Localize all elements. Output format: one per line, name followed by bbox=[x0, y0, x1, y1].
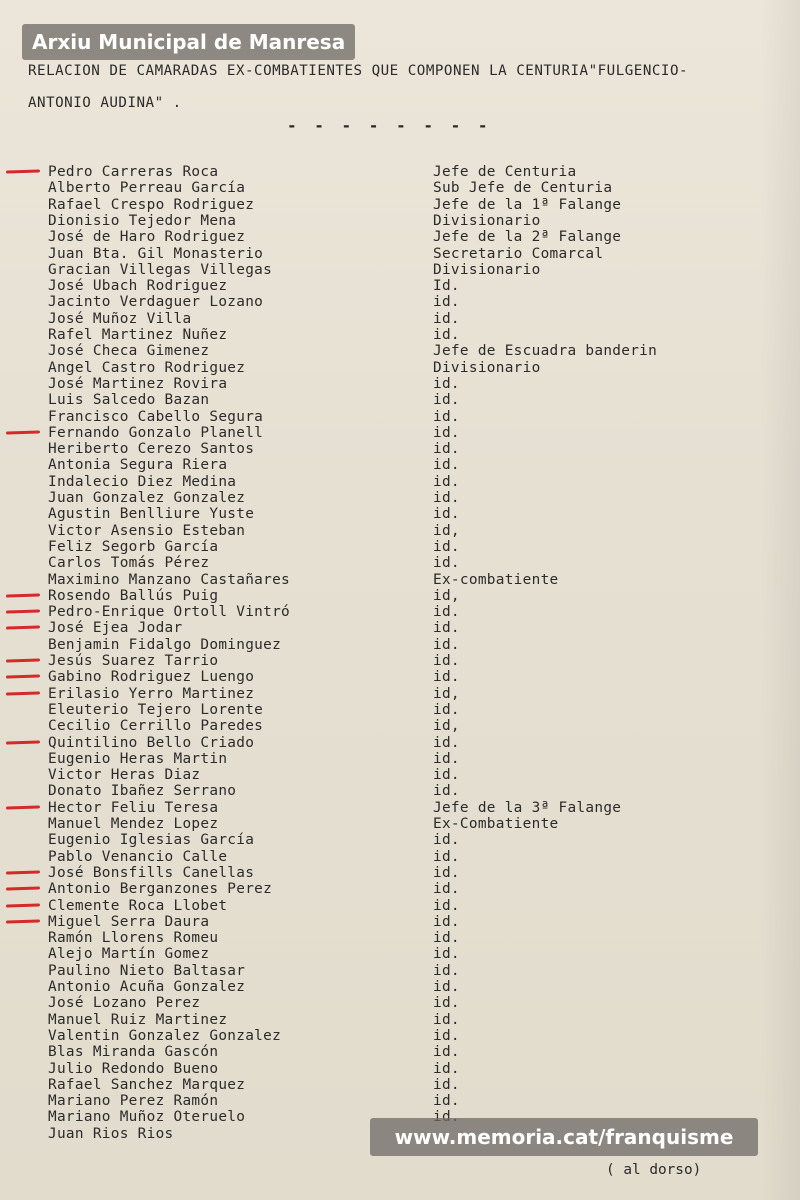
member-name: Manuel Ruiz Martinez bbox=[48, 1011, 228, 1028]
member-role: id, bbox=[433, 718, 460, 735]
red-pencil-mark bbox=[6, 430, 40, 434]
member-row bbox=[0, 409, 800, 425]
member-role: Id. bbox=[433, 278, 460, 295]
member-row bbox=[0, 1061, 800, 1077]
member-name: Mariano Muñoz Oteruelo bbox=[48, 1109, 246, 1126]
member-row bbox=[0, 229, 800, 245]
member-row bbox=[0, 865, 800, 881]
member-role: id. bbox=[433, 930, 460, 947]
member-row bbox=[0, 278, 800, 294]
member-role: id. bbox=[433, 490, 460, 506]
red-pencil-mark bbox=[6, 626, 40, 630]
member-name: Agustin Benlliure Yuste bbox=[48, 506, 255, 523]
member-name: Francisco Cabello Segura bbox=[48, 408, 264, 425]
member-name: Quintilino Bello Criado bbox=[48, 734, 255, 751]
member-name: Alberto Perreau García bbox=[48, 180, 246, 197]
member-name: Julio Redondo Bueno bbox=[48, 1060, 219, 1077]
member-role: id. bbox=[433, 424, 460, 441]
member-role: id. bbox=[433, 408, 460, 425]
member-name: Hector Feliu Teresa bbox=[48, 799, 219, 816]
member-name: Juan Gonzalez Gonzalez bbox=[48, 490, 246, 506]
member-role: id. bbox=[433, 750, 460, 767]
member-row bbox=[0, 979, 800, 995]
member-role: Secretario Comarcal bbox=[433, 245, 604, 262]
member-name: Alejo Martín Gomez bbox=[48, 946, 210, 963]
member-role: id. bbox=[433, 897, 460, 914]
member-name: Mariano Perez Ramón bbox=[48, 1093, 219, 1110]
archive-watermark: Arxiu Municipal de Manresa bbox=[22, 24, 355, 60]
member-name: Eugenio Heras Martin bbox=[48, 750, 228, 767]
member-role: Ex-Combatiente bbox=[433, 816, 559, 832]
member-row bbox=[0, 441, 800, 457]
red-pencil-mark bbox=[6, 593, 40, 597]
member-role: id. bbox=[433, 506, 460, 523]
member-row bbox=[0, 213, 800, 229]
member-row bbox=[0, 327, 800, 343]
member-name: José de Haro Rodriguez bbox=[48, 229, 246, 246]
member-name: Indalecio Diez Medina bbox=[48, 473, 237, 490]
red-pencil-mark bbox=[6, 691, 40, 695]
member-row bbox=[0, 1077, 800, 1093]
member-row bbox=[0, 376, 800, 392]
member-name: Gabino Rodriguez Luengo bbox=[48, 669, 255, 686]
member-row bbox=[0, 197, 800, 213]
member-name: José Muñoz Villa bbox=[48, 310, 192, 327]
red-pencil-mark bbox=[6, 740, 40, 744]
member-row bbox=[0, 392, 800, 408]
member-name: Donato Ibañez Serrano bbox=[48, 783, 237, 800]
member-role: id. bbox=[433, 327, 460, 343]
member-role: id. bbox=[433, 946, 460, 963]
member-name: Luis Salcedo Bazan bbox=[48, 392, 210, 409]
member-name: Rosendo Ballús Puig bbox=[48, 587, 219, 604]
member-name: Pedro-Enrique Ortoll Vintró bbox=[48, 604, 291, 621]
member-role: id. bbox=[433, 1093, 460, 1110]
member-role: Divisionario bbox=[433, 359, 541, 376]
member-role: id. bbox=[433, 294, 460, 311]
member-row bbox=[0, 783, 800, 799]
member-role: id. bbox=[433, 1011, 460, 1028]
member-row bbox=[0, 735, 800, 751]
member-role: id. bbox=[433, 538, 460, 555]
member-name: Valentin Gonzalez Gonzalez bbox=[48, 1027, 282, 1044]
member-row bbox=[0, 506, 800, 522]
member-row bbox=[0, 490, 800, 506]
member-name: Benjamin Fidalgo Dominguez bbox=[48, 636, 282, 653]
member-row bbox=[0, 800, 800, 816]
member-row bbox=[0, 930, 800, 946]
member-row bbox=[0, 898, 800, 914]
member-role: id, bbox=[433, 587, 460, 604]
member-row bbox=[0, 686, 800, 702]
member-name: Carlos Tomás Pérez bbox=[48, 555, 210, 572]
member-row bbox=[0, 1012, 800, 1028]
member-row bbox=[0, 637, 800, 653]
separator-line: - - - - - - - - bbox=[287, 116, 492, 135]
member-role: id. bbox=[433, 1076, 460, 1093]
member-role: Jefe de Escuadra banderin bbox=[433, 343, 658, 360]
member-row bbox=[0, 751, 800, 767]
member-row bbox=[0, 262, 800, 278]
member-name: Blas Miranda Gascón bbox=[48, 1044, 219, 1061]
member-role: id. bbox=[433, 1044, 460, 1061]
member-role: id. bbox=[433, 962, 460, 979]
heading-line-1: RELACION DE CAMARADAS EX-COMBATIENTES QUE COMPONEN LA CENTURIA"FULGENCIO- bbox=[28, 63, 689, 79]
member-name: Rafael Crespo Rodriguez bbox=[48, 196, 255, 213]
member-row bbox=[0, 914, 800, 930]
member-role: id. bbox=[433, 473, 460, 490]
member-name: Feliz Segorb García bbox=[48, 538, 219, 555]
member-name: Paulino Nieto Baltasar bbox=[48, 962, 246, 979]
member-name: Jesús Suarez Tarrio bbox=[48, 653, 219, 669]
member-role: Jefe de la 1ª Falange bbox=[433, 196, 622, 213]
member-row bbox=[0, 457, 800, 473]
member-name: José Ubach Rodriguez bbox=[48, 278, 228, 295]
member-row bbox=[0, 946, 800, 962]
member-name: José Checa Gimenez bbox=[48, 343, 210, 360]
member-role: id. bbox=[433, 636, 460, 653]
member-row bbox=[0, 588, 800, 604]
member-role: id. bbox=[433, 457, 460, 474]
member-row bbox=[0, 523, 800, 539]
member-role: id. bbox=[433, 832, 460, 849]
member-row bbox=[0, 832, 800, 848]
member-row bbox=[0, 180, 800, 196]
member-role: Jefe de la 3ª Falange bbox=[433, 799, 622, 816]
member-name: Miguel Serra Daura bbox=[48, 913, 210, 930]
member-row bbox=[0, 360, 800, 376]
member-name: Fernando Gonzalo Planell bbox=[48, 424, 264, 441]
red-pencil-mark bbox=[6, 610, 40, 614]
member-row bbox=[0, 1044, 800, 1060]
member-role: id. bbox=[433, 734, 460, 751]
member-name: Juan Rios Rios bbox=[48, 1125, 174, 1142]
member-name: Pedro Carreras Roca bbox=[48, 164, 219, 180]
member-role: id. bbox=[433, 979, 460, 995]
red-pencil-mark bbox=[6, 919, 40, 923]
member-role: id. bbox=[433, 913, 460, 930]
member-role: id, bbox=[433, 685, 460, 702]
member-name: Eleuterio Tejero Lorente bbox=[48, 701, 264, 718]
member-role: id. bbox=[433, 441, 460, 458]
member-name: Juan Bta. Gil Monasterio bbox=[48, 245, 264, 262]
member-role: id. bbox=[433, 1027, 460, 1044]
member-name: Victor Asensio Esteban bbox=[48, 522, 246, 539]
member-name: Rafel Martinez Nuñez bbox=[48, 327, 228, 343]
member-name: Victor Heras Diaz bbox=[48, 767, 201, 784]
member-role: Sub Jefe de Centuria bbox=[433, 180, 613, 197]
member-name: Erilasio Yerro Martinez bbox=[48, 685, 255, 702]
member-name: José Martinez Rovira bbox=[48, 375, 228, 392]
member-name: Antonio Berganzones Perez bbox=[48, 881, 273, 898]
member-role: Divisionario bbox=[433, 212, 541, 229]
member-role: id. bbox=[433, 620, 460, 637]
member-role: Divisionario bbox=[433, 261, 541, 278]
member-role: id. bbox=[433, 653, 460, 669]
member-row bbox=[0, 294, 800, 310]
website-watermark: www.memoria.cat/franquisme bbox=[370, 1118, 758, 1156]
member-name: Gracian Villegas Villegas bbox=[48, 261, 273, 278]
member-row bbox=[0, 1028, 800, 1044]
member-name: José Bonsfills Canellas bbox=[48, 864, 255, 881]
member-row bbox=[0, 604, 800, 620]
member-role: id. bbox=[433, 669, 460, 686]
member-row bbox=[0, 555, 800, 571]
member-row bbox=[0, 1093, 800, 1109]
member-name: José Lozano Perez bbox=[48, 995, 201, 1012]
member-role: id. bbox=[433, 392, 460, 409]
member-role: Ex-combatiente bbox=[433, 571, 559, 588]
member-row bbox=[0, 849, 800, 865]
member-name: Ramón Llorens Romeu bbox=[48, 930, 219, 947]
red-pencil-mark bbox=[6, 675, 40, 679]
member-role: id. bbox=[433, 783, 460, 800]
member-name: Clemente Roca Llobet bbox=[48, 897, 228, 914]
member-role: id. bbox=[433, 767, 460, 784]
member-role: id. bbox=[433, 864, 460, 881]
heading-line-2: ANTONIO AUDINA" . bbox=[28, 95, 182, 111]
member-role: id. bbox=[433, 310, 460, 327]
overleaf-note: ( al dorso) bbox=[606, 1162, 702, 1178]
member-row bbox=[0, 669, 800, 685]
member-row bbox=[0, 539, 800, 555]
member-name: Pablo Venancio Calle bbox=[48, 848, 228, 865]
red-pencil-mark bbox=[6, 805, 40, 809]
member-name: Maximino Manzano Castañares bbox=[48, 571, 291, 588]
red-pencil-mark bbox=[6, 169, 40, 173]
member-row bbox=[0, 311, 800, 327]
member-role: id. bbox=[433, 848, 460, 865]
member-role: id. bbox=[433, 1060, 460, 1077]
member-role: id. bbox=[433, 555, 460, 572]
red-pencil-mark bbox=[6, 658, 40, 662]
member-row bbox=[0, 474, 800, 490]
member-role: id. bbox=[433, 604, 460, 621]
member-role: id. bbox=[433, 881, 460, 898]
member-role: id. bbox=[433, 701, 460, 718]
member-row bbox=[0, 653, 800, 669]
member-role: Jefe de Centuria bbox=[433, 164, 577, 180]
member-row bbox=[0, 702, 800, 718]
member-name: Eugenio Iglesias García bbox=[48, 832, 255, 849]
member-row bbox=[0, 767, 800, 783]
member-role: id. bbox=[433, 995, 460, 1012]
member-name: Antonia Segura Riera bbox=[48, 457, 228, 474]
member-name: Heriberto Cerezo Santos bbox=[48, 441, 255, 458]
member-name: Jacinto Verdaguer Lozano bbox=[48, 294, 264, 311]
member-role: Jefe de la 2ª Falange bbox=[433, 229, 622, 246]
member-row bbox=[0, 246, 800, 262]
member-row bbox=[0, 816, 800, 832]
member-row bbox=[0, 620, 800, 636]
member-name: Antonio Acuña Gonzalez bbox=[48, 979, 246, 995]
red-pencil-mark bbox=[6, 903, 40, 907]
member-row bbox=[0, 963, 800, 979]
member-row bbox=[0, 881, 800, 897]
member-name: José Ejea Jodar bbox=[48, 620, 183, 637]
member-role: id. bbox=[433, 375, 460, 392]
member-name: Rafael Sanchez Marquez bbox=[48, 1076, 246, 1093]
member-name: Dionisio Tejedor Mena bbox=[48, 212, 237, 229]
member-row bbox=[0, 164, 800, 180]
member-role: id, bbox=[433, 522, 460, 539]
member-row bbox=[0, 343, 800, 359]
red-pencil-mark bbox=[6, 887, 40, 891]
member-row bbox=[0, 995, 800, 1011]
member-row bbox=[0, 572, 800, 588]
member-name: Cecilio Cerrillo Paredes bbox=[48, 718, 264, 735]
member-name: Manuel Mendez Lopez bbox=[48, 816, 219, 832]
member-row bbox=[0, 718, 800, 734]
red-pencil-mark bbox=[6, 870, 40, 874]
member-name: Angel Castro Rodriguez bbox=[48, 359, 246, 376]
member-row bbox=[0, 425, 800, 441]
